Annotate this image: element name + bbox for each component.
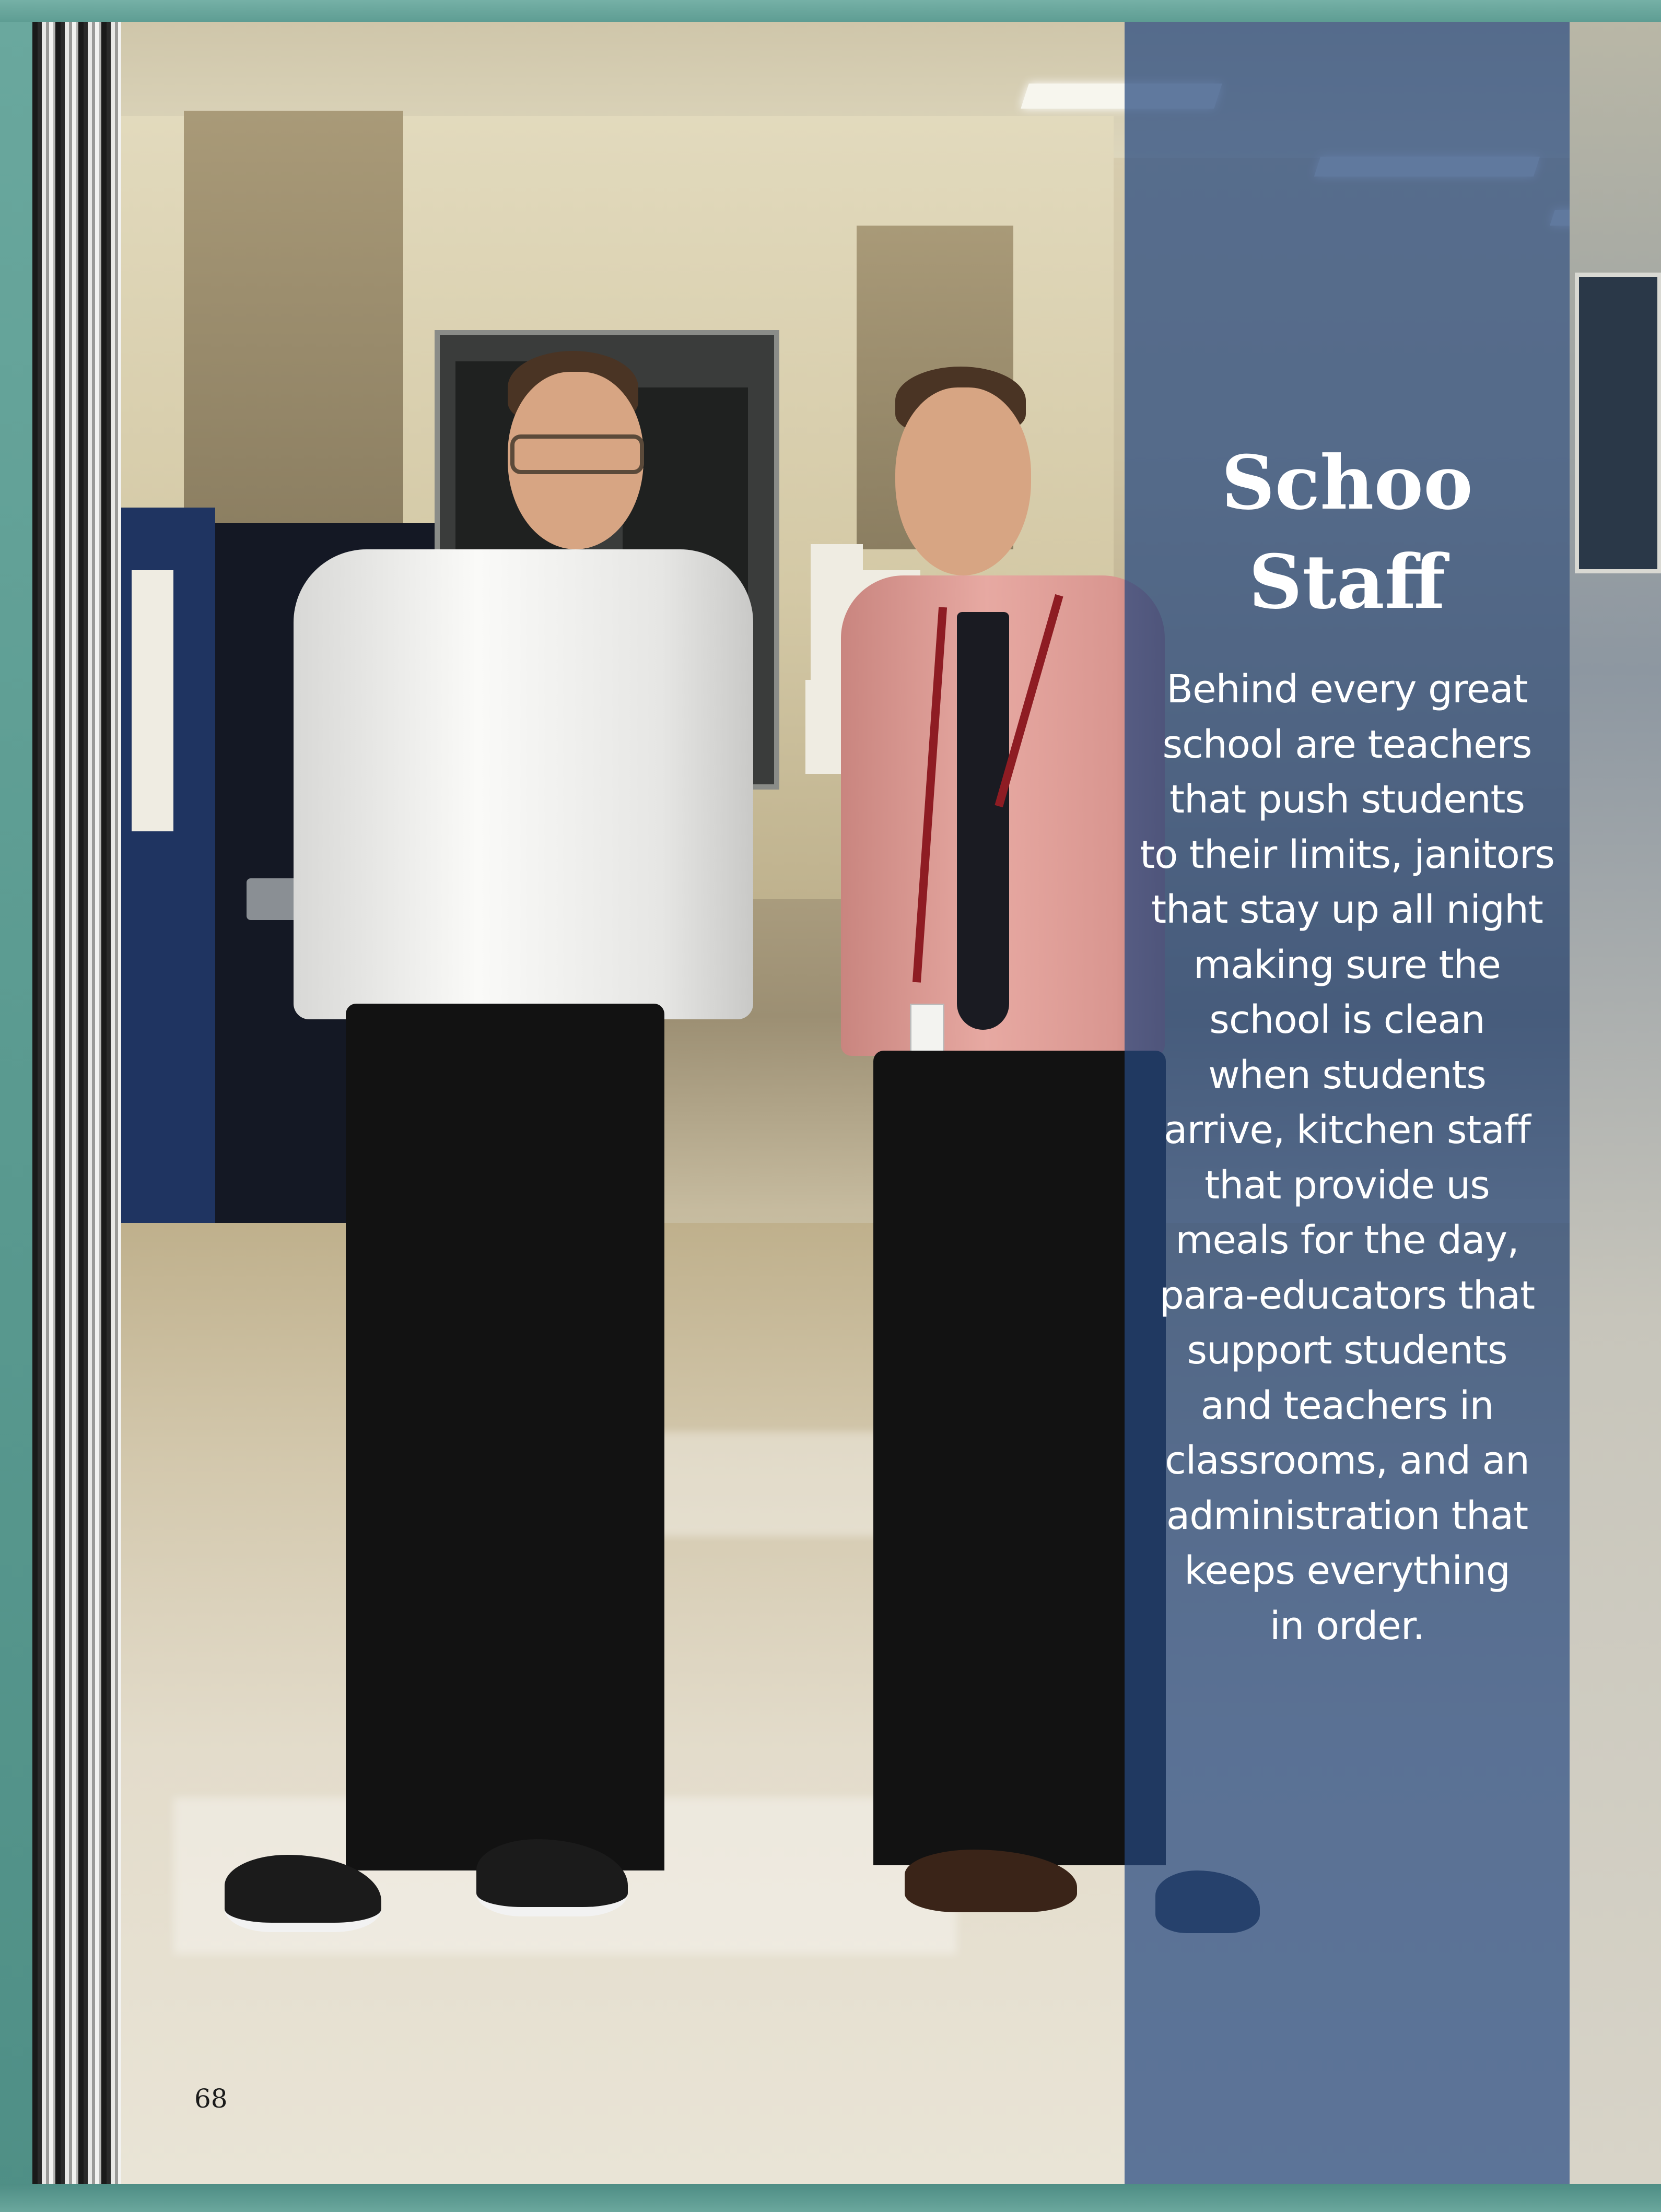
page-title xyxy=(1125,433,1570,632)
cover-bottom-edge xyxy=(0,2184,1661,2212)
hallway-door xyxy=(1575,273,1661,573)
title-line: Staff xyxy=(1248,539,1446,626)
intro-paragraph xyxy=(1125,662,1570,1654)
glasses-icon xyxy=(510,434,644,474)
body-line: para-educators that xyxy=(1159,1273,1535,1318)
body-line: school are teachers xyxy=(1162,722,1532,767)
head xyxy=(895,387,1031,575)
page-edges xyxy=(32,22,132,2184)
doorway xyxy=(184,111,403,539)
body-line: keeps everything xyxy=(1184,1548,1510,1593)
body-line: school is clean xyxy=(1209,997,1485,1042)
title-line: Schoo xyxy=(1221,440,1473,526)
body-line: when students xyxy=(1208,1052,1486,1098)
page-number: 68 xyxy=(194,2084,228,2114)
body-line: in order. xyxy=(1269,1603,1425,1649)
white-shirt xyxy=(294,549,753,1019)
body-line: arrive, kitchen staff xyxy=(1164,1108,1530,1152)
cover-top-edge xyxy=(0,0,1661,22)
dark-trousers xyxy=(873,1051,1166,1865)
body-line: classrooms, and an xyxy=(1165,1438,1529,1483)
body-line: that stay up all night xyxy=(1151,887,1543,932)
body-line: making sure the xyxy=(1194,942,1501,987)
body-line: that push students xyxy=(1169,777,1525,822)
body-line: administration that xyxy=(1166,1493,1528,1538)
necktie xyxy=(957,612,1009,1030)
page-right-edge xyxy=(1570,22,1661,2184)
body-line: that provide us xyxy=(1204,1162,1490,1208)
body-line: Behind every great xyxy=(1166,667,1528,712)
dark-trousers xyxy=(346,1004,664,1870)
body-line: and teachers in xyxy=(1200,1383,1494,1428)
body-line: to their limits, janitors xyxy=(1140,832,1554,877)
body-line: meals for the day, xyxy=(1175,1218,1519,1263)
wall-notice xyxy=(132,570,173,831)
body-line: support students xyxy=(1187,1328,1507,1373)
